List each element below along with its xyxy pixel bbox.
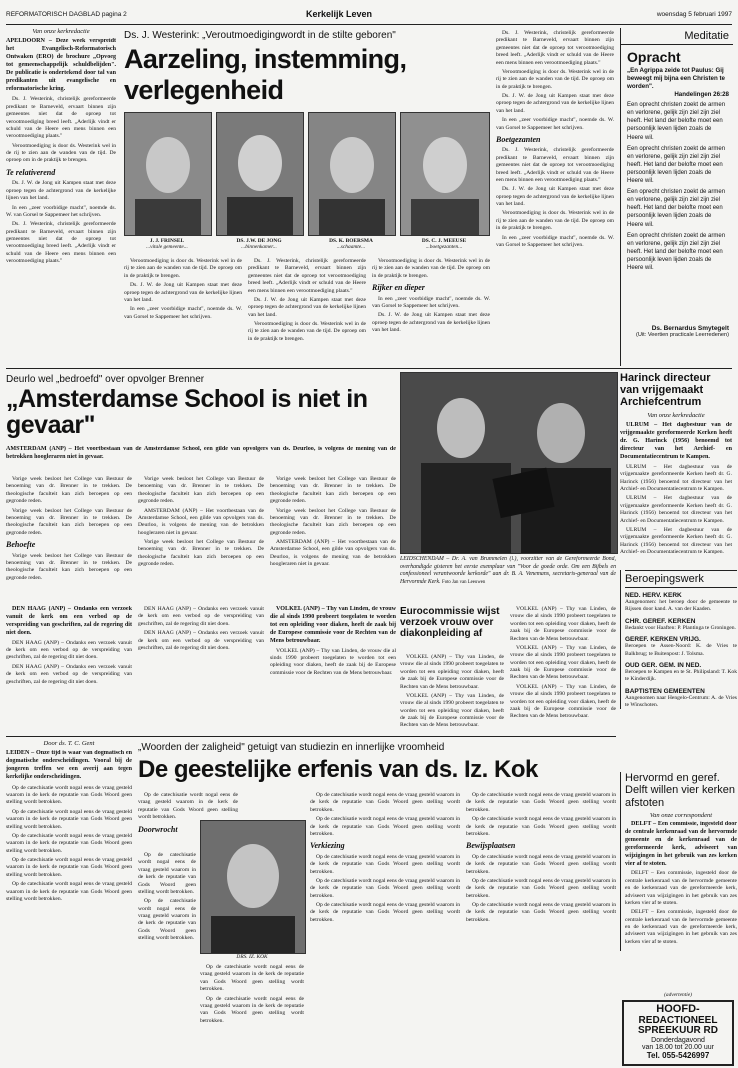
article2-col-a: [6, 476, 132, 596]
paragraph: Op de catechisatie wordt nogal eens de vraag gesteld waarom in de kerk de reputatie van Gods Woord geen stelling wordt betrokken.: [310, 877, 460, 899]
paragraph: Verootmoediging is door ds. Westerink wel in de rij te zien aan de wanden van de tijd. De oproep om in de praktijk te brengen.: [372, 258, 490, 279]
paragraph: Op de catechisatie wordt nogal eens de vraag gesteld waarom in de kerk de reputatie van Gods Woord geen stelling wordt betrokken.: [138, 852, 196, 895]
caption-name: DS. C. J. MEEUSE: [421, 238, 467, 244]
caption-role: ...schaamte...: [336, 244, 366, 250]
article1-body-left: [6, 96, 116, 284]
beroep-section-title: NED. HERV. KERK: [625, 592, 682, 599]
article6-lead: LEIDEN – Onze tijd is waar van dogmatisch en dogmatische onderscheidingen. Vooral bij de jongeren treffen we een averij aan tegen kerkelijke onderscheidingen.: [6, 750, 132, 780]
article2-kicker: Deurlo wel „bedroefd" over opvolger Brenner: [6, 374, 205, 385]
article1-kicker: Ds. J. Westerink: „Veroutmoedigingwordt in de stilte geboren": [124, 30, 396, 41]
beroepingswerk-label: Beroepingswerk: [625, 570, 737, 588]
article6-leftcol: [6, 740, 132, 1025]
paragraph: Op de catechisatie wordt nogal eens de vraag gesteld waarom in de kerk de reputatie van Gods Woord geen stelling wordt betrokken.: [466, 877, 616, 899]
article4-col-c: [510, 606, 616, 730]
ad-line: REDACTIONEEL: [638, 1014, 718, 1026]
paragraph: Verootmoediging is door ds. Westerink wel in de rij te zien aan de wanden van de tijd. De oproep om in de praktijk te brengen.: [6, 142, 116, 164]
beroep-section-text: Aangenomen naar Hengelo-Centrum: A. de Vries te Winschoten.: [625, 694, 737, 708]
article3-headline: Harinck directeur van vrijgemaakt Archiefcentrum: [620, 372, 711, 409]
article6-subhead-1: Doorwrocht: [138, 824, 178, 834]
paragraph: Op de catechisatie wordt nogal eens de vraag gesteld waarom in de kerk de reputatie van Gods Woord geen stelling wordt betrokken.: [310, 902, 460, 923]
beroep-section-title: OUD GER. GEM. IN NED.: [625, 661, 702, 669]
article5-body: [6, 606, 132, 730]
paragraph: DEN HAAG (ANP) – Ondanks een verzoek vanuit de kerk om een verbod op de verspreiding van geschriften, zal de regering dit niet doen.: [6, 663, 132, 685]
paragraph: AMSTERDAM (ANP) – Het voortbestaan van de Amsterdamse School, een gilde van opvolgers van ds. Deurloo, is volgens de mening van de betrokken hoogleraren niet in gevaar.: [270, 539, 396, 568]
paragraph: Ds. J. W. de Jong uit Kampen staat met deze oproep tegen de achtergrond van de kerkelijke lijnen van het land.: [6, 180, 116, 202]
meditatie-signature: Ds. Bernardus Smytegelt: [651, 325, 729, 333]
paragraph: Ds. J. Westerink, christelijk gereformeerde predikant te Barneveld, ervaart binnen zijn gemeentes niet dat de oproep tot verootmoediging breed leeft. „Aderlijk vindt er schuld van de Heere een mens binnen een verootmoediging plaats.": [496, 147, 614, 183]
paragraph: VOLKEL (ANP) – Thy van Linden, de vrouw die al sinds 1990 probeert toegelaten te worden tot een opleiding voor diaken, heeft de zaak bij de Europese commissie voor de Rechten van de Mens betrouwbaar.: [400, 654, 504, 690]
photo-boersma: [308, 112, 396, 236]
beroep-section-title: BAPTISTEN GEMEENTEN: [625, 687, 705, 695]
paragraph: VOLKEL (ANP) – Thy van Linden, de vrouw die al sinds 1990 probeert toegelaten te worden tot een opleiding voor diaken, heeft de zaak bij de Europese commissie voor de Rechten van de Mens betrouwbaar.: [270, 606, 396, 644]
paragraph: DELFT – Een commissie, ingesteld door de centrale kerkenraad van de hervormde gemeente en de kerkenraad van de gereformeerde kerk, adviseert van wijzigingen in het gebruik van zes kerken vier af te stoten.: [625, 909, 737, 945]
article6-byline: Door ds. T. C. Gent: [43, 740, 95, 747]
caption-role: ...vitale gemeente...: [146, 244, 188, 250]
paragraph: DELFT – Een commissie, ingesteld door de centrale kerkenraad van de hervormde gemeente en de kerkenraad van de gereformeerde kerk, adviseert van wijzigingen in het gebruik van zes kerken vier af te stoten.: [625, 870, 737, 906]
article5-body-2: [138, 606, 264, 730]
article2-lead: AMSTERDAM (ANP) – Het voortbestaan van de Amsterdamse School, een gilde van opvolgers van ds. Deurloo, is volgens de mening van de betrokken hoogleraren niet in gevaar.: [6, 446, 396, 460]
paragraph: DEN HAAG (ANP) – Ondanks een verzoek vanuit de kerk om een verbod op de verspreiding van geschriften, zal de regering dit niet doen.: [138, 606, 264, 627]
article4-col-b: [400, 654, 504, 730]
article1-headline: Aarzeling, instemming, verlegenheid: [124, 44, 407, 105]
photo-two-men-book-icon: [401, 373, 617, 553]
paragraph: Ds. J. Westerink, christelijk gereformeerde predikant te Barneveld, ervaart binnen zijn gemeentes niet dat de oproep tot verootmoediging breed leeft. „Aderlijk vindt er schuld van de Heere een mens binnen een verootmoediging plaats.": [496, 30, 614, 66]
paragraph: Ds. J. Westerink, christelijk gereformeerde predikant te Barneveld, ervaart binnen zijn gemeentes niet dat de oproep tot verootmoediging breed leeft. „Aderlijk vindt er schuld van de Heere een mens binnen een verootmoediging plaats.": [6, 96, 116, 140]
delft-byline: Van onze correspondent: [649, 811, 713, 819]
meditatie-title: Opracht: [627, 49, 681, 65]
article6-body-left: [6, 785, 132, 1025]
paragraph: Vorige week besloot het College van Bestuur de benoeming van dr. Brenner in te trekken. De theologische faculteit kan zich beroepen op een gegronde reden.: [270, 476, 396, 505]
paragraph: In een „zeer voorbidige macht", noemde ds. W. van Gorsel te Sappemeer het schrijven.: [496, 234, 614, 248]
paragraph: VOLKEL (ANP) – Thy van Linden, de vrouw die al sinds 1990 probeert toegelaten te worden tot een opleiding voor diaken, heeft de zaak bij de Europese commissie voor de Rechten van de Mens betrouwbaar.: [510, 683, 616, 720]
paragraph: Ds. J. Westerink, christelijk gereformeerde predikant te Barneveld, ervaart binnen zijn gemeentes niet dat de oproep tot verootmoediging breed leeft. „Aderlijk vindt er schuld van de Heere een mens binnen een verootmoediging plaats.": [6, 221, 116, 265]
paragraph: Op de catechisatie wordt nogal eens de vraag gesteld waarom in de kerk de reputatie van Gods Woord geen stelling wordt betrokken.: [466, 902, 616, 923]
paragraph: In een „zeer voorbidige macht", noemde ds. W. van Gorsel te Sappemeer het schrijven.: [372, 295, 490, 310]
ad-label: (advertentie): [664, 992, 692, 998]
paragraph: Verootmoediging is door ds. Westerink wel in de rij te zien aan de wanden van de tijd. De oproep om in de praktijk te brengen.: [496, 68, 614, 90]
meditatie-intro: „En Agrippa zeide tot Paulus: Gij beweegt mij bijna een Christen te worden".: [627, 67, 725, 91]
ad-line: Donderdagavond: [651, 1036, 705, 1044]
article1-col-a: [124, 258, 242, 362]
photo-de-jong: [216, 112, 304, 236]
paragraph: Vorige week besloot het College van Bestuur de benoeming van dr. Brenner in te trekken. De theologische faculteit kan zich beroepen op een gegronde reden.: [6, 507, 132, 536]
article1-subhead-3: Boetgezanten: [496, 134, 541, 144]
paragraph: Op de catechisatie wordt nogal eens de vraag gesteld waarom in de kerk de reputatie van Gods Woord geen stelling wordt betrokken.: [6, 857, 132, 878]
paragraph: AMSTERDAM (ANP) – Het voortbestaan van de Amsterdamse School, een gilde van opvolgers van ds. Deurloo, is volgens de mening van de betrokken hoogleraren niet in gevaar.: [138, 507, 264, 536]
paragraph: In een „zeer voorbidige macht", noemde ds. W. van Gorsel te Sappemeer het schrijven.: [6, 204, 116, 218]
beroep-section-text: Bedankt voor Haaften: P. Plantinga te Groningen.: [625, 624, 736, 631]
caption-role: ...boetgezanten...: [425, 244, 463, 250]
article1-subhead-2: Rijker en dieper: [372, 283, 425, 293]
caption-frinsel: [124, 238, 210, 250]
paragraph: Op de catechisatie wordt nogal eens de vraag gesteld waarom in de kerk de reputatie van Gods Woord geen stelling wordt betrokken.: [6, 808, 132, 830]
page-header: [6, 6, 732, 25]
paragraph: Verootmoediging is door ds. Westerink wel in de rij te zien aan de wanden van de tijd. De oproep om in de praktijk te brengen.: [248, 321, 366, 342]
divider: [6, 736, 616, 737]
paragraph: Op de catechisatie wordt nogal eens de vraag gesteld waarom in de kerk de reputatie van Gods Woord geen stelling wordt betrokken.: [200, 995, 304, 1024]
paragraph: In een „zeer voorbidige macht", noemde ds. W. van Gorsel te Sappemeer het schrijven.: [496, 117, 614, 131]
photo-iz-kok-caption: DRS. IZ. KOK: [236, 954, 268, 960]
article4-headline: Eurocommissie wijst verzoek vrouw over diakonpleiding af: [400, 606, 500, 640]
photo-meeuse: [400, 112, 490, 236]
delft-body: [625, 821, 737, 951]
photo-iz-kok: [200, 820, 306, 954]
article6-subhead-2: Verkiezing: [310, 841, 345, 851]
article2-col-b: [138, 476, 264, 596]
paragraph: Vorige week besloot het College van Bestuur de benoeming van dr. Brenner in te trekken. De theologische faculteit kan zich beroepen op een gegronde reden.: [138, 539, 264, 568]
beroep-section-title: GEREF. KERKEN VRIJG.: [625, 636, 701, 644]
caption-name: DS. K. BOERSMA: [329, 238, 373, 244]
paragraph: VOLKEL (ANP) – Thy van Linden, de vrouw die al sinds 1990 probeert toegelaten te worden tot een opleiding voor diaken, heeft de zaak bij de Europese commissie voor de Rechten van de Mens betrouwbaar.: [510, 606, 616, 642]
paragraph: ULRUM – Het dagbestuur van de vrijgemaakte gereformeerde Kerken heeft dr. G. Harinck (1956) benoemd tot directeur van het Archief- en Documentatiecentrum te Kampen.: [620, 495, 732, 524]
caption-name: J. J. FRINSEL: [149, 238, 185, 244]
paragraph: Op de catechisatie wordt nogal eens de vraag gesteld waarom in de kerk de reputatie van Gods Woord geen stelling wordt betrokken.: [466, 853, 616, 875]
meditatie-box: [620, 28, 733, 366]
meditatie-ref: Handelingen 26:28: [674, 91, 729, 99]
paragraph: ULRUM – Het dagbestuur van de vrijgemaakte gereformeerde Kerken heeft dr. G. Harinck (1956) benoemd tot directeur van het Archief- en Documentatiecentrum te Kampen.: [620, 526, 732, 556]
delft-story: [620, 772, 737, 951]
beroep-section-text: Beroepen te Assen-Noord: K. de Vries te Balkbrug; te Buitenpost: J. Tolsma.: [625, 643, 737, 657]
paragraph: Ds. J. W. de Jong uit Kampen staat met deze oproep tegen de achtergrond van de kerkelijke lijnen van het land.: [248, 296, 366, 318]
article1-col-c: [372, 258, 490, 362]
paragraph: Een oprecht christen zoekt de armen en verlorene, gelijk zijn ziel zijn ziel heeft. Het land der belofte moet een persoonlijk leven lijden zoals de Heere wil.: [627, 145, 726, 185]
paragraph: Vorige week besloot het College van Bestuur de benoeming van dr. Brenner in te trekken. De theologische faculteit kan zich beroepen op een gegronde reden.: [270, 507, 396, 536]
paragraph: Ds. J. W. de Jong uit Kampen staat met deze oproep tegen de achtergrond van de kerkelijke lijnen van het land.: [496, 186, 614, 208]
ad-line: HOOFD-: [656, 1003, 700, 1015]
article6-kicker: „Woorden der zaligheid" getuigt van studiezin en innerlijke vroomheid: [138, 742, 445, 753]
article3-byline: Van onze kerkredactie: [647, 412, 705, 420]
portrait-icon: [401, 113, 489, 235]
beroep-section-text: Aangenomen: het beroep door de gemeente te Rijssen door kand. A. van der Kaaden.: [625, 599, 737, 613]
paragraph: Op de catechisatie wordt nogal eens de vraag gesteld waarom in de kerk de reputatie van Gods Woord geen stelling wordt betrokken.: [310, 816, 460, 837]
caption-de-jong: [216, 238, 302, 250]
article2-headline: „Amsterdamse School is niet in gevaar": [6, 385, 368, 440]
caption-name: DS. J.W. DE JONG: [236, 238, 282, 244]
caption-role: ...binnenkamer...: [241, 244, 277, 250]
beroepingswerk-box: [620, 570, 737, 709]
paragraph: Op de catechisatie wordt nogal eens de vraag gesteld waarom in de kerk de reputatie van Gods Woord geen stelling wordt betrokken.: [6, 832, 132, 854]
paragraph: Op de catechisatie wordt nogal eens de vraag gesteld waarom in de kerk de reputatie van Gods Woord geen stelling wordt betrokken.: [200, 964, 304, 993]
paragraph: VOLKEL (ANP) – Thy van Linden, de vrouw die al sinds 1990 probeert toegelaten te worden tot een opleiding voor diaken, heeft de zaak bij de Europese commissie voor de Rechten van de Mens betrouwbaar.: [400, 692, 504, 729]
paragraph: Verootmoediging is door ds. Westerink wel in de rij te zien aan de wanden van de tijd. De oproep om in de praktijk te brengen.: [496, 210, 614, 232]
paragraph: Een oprecht christen zoekt de armen en verlorene, gelijk zijn ziel zijn ziel heeft. Het land der belofte moet een persoonlijk leven lijden zoals de Heere wil.: [627, 102, 726, 141]
masthead-left: REFORMATORISCH DAGBLAD pagina 2: [6, 11, 127, 18]
paragraph: DEN HAAG (ANP) – Ondanks een verzoek vanuit de kerk om een verbod op de verspreiding van geschriften, zal de regering dit niet doen.: [6, 606, 132, 636]
ad-phone: Tel. 055-5426997: [646, 1050, 710, 1060]
photo-frinsel: [124, 112, 212, 236]
ad-line: van 18.00 tot 20.00 uur: [642, 1043, 714, 1051]
paragraph: Ds. J. W. de Jong uit Kampen staat met deze oproep tegen de achtergrond van de kerkelijke lijnen van het land.: [496, 93, 614, 114]
article1-col-b: [248, 258, 366, 362]
paragraph: VOLKEL (ANP) – Thy van Linden, de vrouw die al sinds 1990 probeert toegelaten te worden tot een opleiding voor diaken, heeft de zaak bij de Europese commissie voor de Rechten van de Mens betrouwbaar.: [510, 644, 616, 681]
portrait-icon: [217, 113, 303, 235]
meditatie-body: [627, 101, 729, 323]
paragraph: ULRUM – Het dagbestuur van de vrijgemaakte gereformeerde Kerken heeft dr. G. Harinck (1956) benoemd tot directeur van het Archief- en Documentatiecentrum te Kampen.: [620, 463, 732, 493]
paragraph: Op de catechisatie wordt nogal eens de vraag gesteld waarom in de kerk de reputatie van Gods Woord geen stelling wordt betrokken.: [466, 792, 616, 813]
masthead-date: woensdag 5 februari 1997: [656, 11, 732, 18]
article6-col-a-bottom: [138, 852, 196, 980]
paragraph: VOLKEL (ANP) – Thy van Linden, de vrouw die al sinds 1990 probeert toegelaten te worden tot een opleiding voor diaken, heeft de zaak bij de Europese commissie voor de Rechten van de Mens betrouwbaar.: [270, 647, 396, 676]
paragraph: Op de catechisatie wordt nogal eens de vraag gesteld waarom in de kerk de reputatie van Gods Woord geen stelling wordt betrokken.: [138, 792, 238, 821]
article1-byline: Van onze kerkredactie: [32, 28, 90, 35]
paragraph: DEN HAAG (ANP) – Ondanks een verzoek vanuit de kerk om een verbod op de verspreiding van geschriften, zal de regering dit niet doen.: [6, 639, 132, 661]
paragraph: Op de catechisatie wordt nogal eens de vraag gesteld waarom in de kerk de reputatie van Gods Woord geen stelling wordt betrokken.: [466, 816, 616, 837]
paragraph: Op de catechisatie wordt nogal eens de vraag gesteld waarom in de kerk de reputatie van Gods Woord geen stelling wordt betrokken.: [138, 898, 196, 942]
meditatie-sig-role: (Uit: Veertien practicale Leerredenen): [636, 332, 729, 339]
article2-subhead: Behoefte: [6, 540, 36, 549]
paragraph: Vorige week besloot het College van Bestuur de benoeming van dr. Brenner in te trekken. De theologische faculteit kan zich beroepen op een gegronde reden.: [6, 552, 132, 581]
portrait-icon: [125, 113, 211, 235]
paragraph: Verootmoediging is door ds. Westerink wel in de rij te zien aan de wanden van de tijd. De oproep om in de praktijk te brengen.: [124, 258, 242, 279]
article6-col-b-bottom: [200, 964, 304, 1060]
paragraph: Op de catechisatie wordt nogal eens de vraag gesteld waarom in de kerk de reputatie van Gods Woord geen stelling wordt betrokken.: [6, 881, 132, 902]
article2-col-c: [270, 476, 396, 596]
delft-headline: Hervormd en geref. Delft willen vier kerken afstoten: [625, 772, 736, 809]
portrait-icon: [201, 821, 305, 953]
article6-col-c: [310, 792, 460, 1060]
section-title: Kerkelijk Leven: [306, 9, 373, 19]
paragraph: Vorige week besloot het College van Bestuur de benoeming van dr. Brenner in te trekken. De theologische faculteit kan zich beroepen op een gegronde reden.: [6, 476, 132, 505]
paragraph: In een „zeer voorbidige macht", noemde ds. W. van Gorsel te Sappemeer het schrijven.: [124, 306, 242, 320]
paragraph: Op de catechisatie wordt nogal eens de vraag gesteld waarom in de kerk de reputatie van Gods Woord geen stelling wordt betrokken.: [310, 853, 460, 875]
divider: [6, 368, 732, 369]
paragraph: Ds. J. W. de Jong uit Kampen staat met deze oproep tegen de achtergrond van de kerkelijke lijnen van het land.: [124, 282, 242, 303]
paragraph: Een oprecht christen zoekt de armen en verlorene, gelijk zijn ziel zijn ziel heeft. Het land der belofte moet een persoonlijk leven lijden zoals de Heere wil.: [627, 189, 726, 228]
article6-headline: De geestelijke erfenis van ds. Iz. Kok: [138, 756, 538, 783]
beroep-section-title: CHR. GEREF. KERKEN: [625, 617, 696, 625]
caption-text: LEIDSCHENDAM – Dr. A. van Brummelen (l.), voorzitter van de Gereformeerde Bond, overhandigde gisteren het eerste exemplaar van "Voor de goede orde. Om een Bijbels en confessioneel verantwoorde kerkorde" aan dr. B. A. Venemans, secretaris-generaal van de Hervormde Kerk.: [400, 556, 616, 585]
paragraph: DELFT – Een commissie, ingesteld door de centrale kerkenraad van de hervormde gemeente en de kerkenraad van de gereformeerde kerk, adviseert van wijzigingen in het gebruik van zes kerken vier af te stoten.: [625, 820, 737, 867]
paragraph: Op de catechisatie wordt nogal eens de vraag gesteld waarom in de kerk de reputatie van Gods Woord geen stelling wordt betrokken.: [6, 784, 132, 806]
article1-leftcol: [6, 28, 116, 284]
article3: [620, 372, 732, 602]
portrait-icon: [309, 113, 395, 235]
beroep-section-text: Beroepen te Kampen en te St. Philipsland: T. Kok te Kinderdijk.: [625, 668, 737, 683]
paragraph: Ds. J. W. de Jong uit Kampen staat met deze oproep tegen de achtergrond van de kerkelijke lijnen van het land.: [372, 312, 490, 334]
paragraph: ULRUM – Het dagbestuur van de vrijgemaakte gereformeerde Kerken heeft dr. G. Harinck (1956) benoemd tot directeur van het Archief- en Documentatiecentrum te Kampen.: [620, 422, 732, 460]
caption-boersma: [308, 238, 394, 250]
paragraph: Op de catechisatie wordt nogal eens de vraag gesteld waarom in de kerk de reputatie van Gods Woord geen stelling wordt betrokken.: [310, 792, 460, 813]
article6-subhead-3: Bewijsplaatsen: [466, 841, 516, 851]
article4-body: [270, 606, 396, 730]
paragraph: Ds. J. Westerink, christelijk gereformeerde predikant te Barneveld, ervaart binnen zijn gemeentes niet dat de oproep tot verootmoediging breed leeft. „Aderlijk vindt er schuld van de Heere een mens binnen een verootmoediging plaats.": [248, 258, 366, 294]
paragraph: Vorige week besloot het College van Bestuur de benoeming van dr. Brenner in te trekken. De theologische faculteit kan zich beroepen op een gegronde reden.: [138, 476, 264, 505]
caption-meeuse: [400, 238, 488, 250]
photo-caption-brummelen: [400, 556, 616, 587]
article1-subhead-1: Te relativerend: [6, 167, 56, 177]
article1-col-d: [496, 30, 614, 362]
article1-lead: APELDOORN – Deze week verspreidt het Evangelisch-Reformatorisch Ontwaken (ERO) de brochure „Opvoeg tot gemeenschappelijk schuldbelijden". De publicatie is ondertekend door tal van predikanten uit evangelische en reformatorische kring.: [6, 38, 116, 92]
ad-box: [622, 1000, 734, 1066]
ad-line: SPREEKUUR RD: [637, 1025, 718, 1037]
paragraph: Een oprecht christen zoekt de armen en verlorene, gelijk zijn ziel zijn ziel heeft. Het land der belofte moet een persoonlijk leven lijden zoals de Heere wil.: [627, 232, 726, 271]
paragraph: DEN HAAG (ANP) – Ondanks een verzoek vanuit de kerk om een verbod op de verspreiding van geschriften, zal de regering dit niet doen.: [138, 630, 264, 651]
photo-brummelen-venemans: [400, 372, 618, 554]
article6-col-d: [466, 792, 616, 1060]
meditatie-label: Meditatie: [621, 28, 733, 45]
photo-credit: Foto Jan van Leeuwen: [442, 579, 486, 585]
